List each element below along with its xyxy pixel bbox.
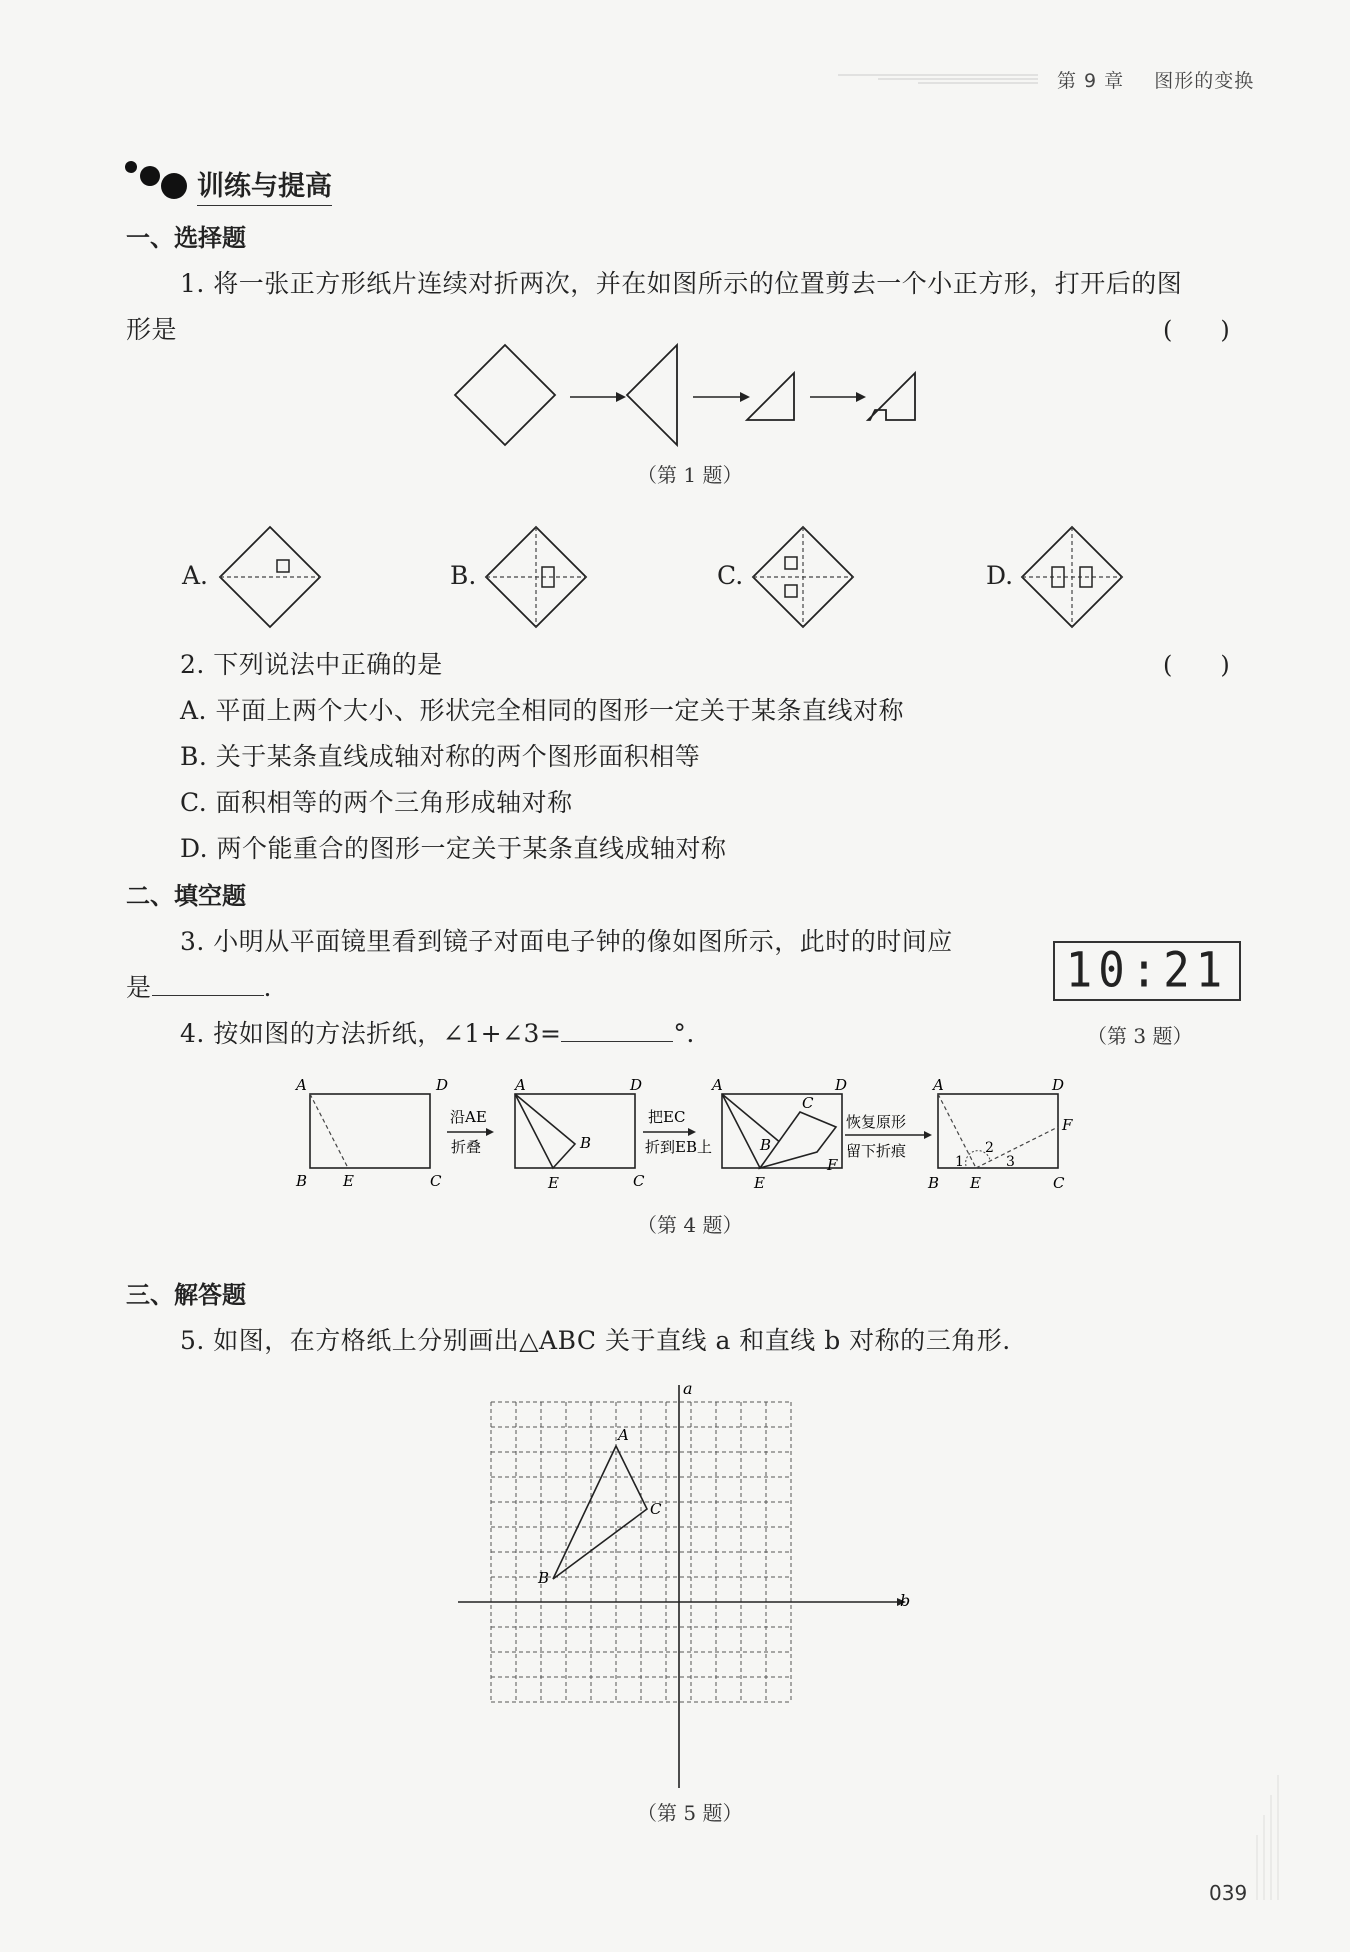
q5-grid-figure xyxy=(450,1380,920,1790)
q3-line1: 3. 小明从平面镜里看到镜子对面电子钟的像如图所示，此时的时间应 xyxy=(180,927,953,956)
q4-p4-label-b: B xyxy=(928,1174,940,1192)
q2-stem: 2. 下列说法中正确的是 xyxy=(180,650,443,679)
q4-text: 4. 按如图的方法折纸，∠1+∠3= xyxy=(180,1019,562,1048)
q2-option-c[interactable]: C. 面积相等的两个三角形成轴对称 xyxy=(180,788,573,817)
q1-option-a-label: A. xyxy=(182,561,209,590)
q4-p3-label-e: E xyxy=(754,1174,765,1192)
q4-p4-label-a: A xyxy=(933,1076,944,1094)
q4-arrow1-top: 沿AE xyxy=(450,1108,487,1126)
running-header xyxy=(1057,66,1254,93)
q4-p4-label-f: F xyxy=(1062,1116,1073,1134)
q1-option-b-figure[interactable] xyxy=(484,525,588,629)
q5-vertex-b: B xyxy=(538,1569,550,1587)
q4-folding-figure xyxy=(290,1072,1080,1197)
q4-p3-label-f: F xyxy=(827,1156,838,1174)
q4-answer-blank[interactable] xyxy=(561,1021,673,1042)
q4-p3-label-a: A xyxy=(712,1076,723,1094)
q4-p4-label-d: D xyxy=(1052,1076,1065,1094)
q4-arrow3-top: 恢复原形 xyxy=(846,1113,907,1131)
q1-option-c-label: C. xyxy=(717,561,744,590)
q4-p2-label-d: D xyxy=(630,1076,643,1094)
q4-p1-label-c: C xyxy=(430,1172,442,1190)
q4-p4-label-c: C xyxy=(1053,1174,1065,1192)
q1-answer-paren: ( ) xyxy=(1163,316,1230,344)
part1-title: 一、选择题 xyxy=(126,224,246,252)
q3-line2-text: 是 xyxy=(126,973,152,1002)
q4-p3-label-d: D xyxy=(835,1076,848,1094)
chapter-title: 图形的变换 xyxy=(1154,70,1255,92)
q5-dashed-grid xyxy=(491,1402,791,1702)
q4-p4-label-e: E xyxy=(970,1174,981,1192)
q3-caption: （第 3 题） xyxy=(1087,1024,1193,1048)
q5-vertex-a: A xyxy=(618,1426,629,1444)
q4-p3-label-c: C xyxy=(802,1094,814,1112)
q1-line2: 形是 xyxy=(126,315,178,344)
q4-arrow2-bottom: 折到EB上 xyxy=(645,1138,712,1156)
q5-label-a: a xyxy=(683,1380,693,1398)
q1-option-d-label: D. xyxy=(986,561,1014,590)
q1-option-a-figure[interactable] xyxy=(218,525,322,629)
q4-p2-label-c: C xyxy=(633,1172,645,1190)
q1-option-b-label: B. xyxy=(450,561,477,590)
q3-clock-display: 10:21 xyxy=(1065,942,1229,999)
q5-caption: （第 5 题） xyxy=(637,1801,743,1825)
q5-vertex-c: C xyxy=(650,1500,662,1518)
q4-p1-label-d: D xyxy=(436,1076,449,1094)
q4-p2-label-a: A xyxy=(515,1076,526,1094)
part2-title: 二、填空题 xyxy=(126,882,246,910)
q1-folding-figure xyxy=(450,340,930,455)
q3-line2-end: . xyxy=(263,973,272,1002)
q4-p2-label-e: E xyxy=(548,1174,559,1192)
q1-option-c-figure[interactable] xyxy=(751,525,855,629)
q2-option-a[interactable]: A. 平面上两个大小、形状完全相同的图形一定关于某条直线对称 xyxy=(180,696,904,725)
q4-p1-label-b: B xyxy=(296,1172,308,1190)
q2-answer-paren: ( ) xyxy=(1163,651,1230,679)
q4-p4-angle-2: 2 xyxy=(985,1140,994,1156)
q4-end: °. xyxy=(673,1019,695,1048)
q3-clock-box xyxy=(1053,941,1241,1001)
section-banner-title: 训练与提高 xyxy=(197,164,332,206)
q1-caption: （第 1 题） xyxy=(637,463,743,487)
page-number: 039 xyxy=(1209,1881,1248,1905)
q5-label-b: b xyxy=(900,1591,911,1610)
part3-title: 三、解答题 xyxy=(126,1281,246,1309)
q4-caption: （第 4 题） xyxy=(637,1213,743,1237)
q2-option-d[interactable]: D. 两个能重合的图形一定关于某条直线成轴对称 xyxy=(180,834,727,863)
banner-dots-icon xyxy=(124,158,190,202)
q4-p1-label-a: A xyxy=(296,1076,307,1094)
q3-answer-blank[interactable] xyxy=(152,975,264,996)
q2-option-b[interactable]: B. 关于某条直线成轴对称的两个图形面积相等 xyxy=(180,742,701,771)
q4-p1-label-e: E xyxy=(343,1172,354,1190)
q4-line xyxy=(180,1014,695,1050)
q1-line1: 1. 将一张正方形纸片连续对折两次，并在如图所示的位置剪去一个小正方形，打开后的图 xyxy=(180,269,1183,298)
chapter-number: 第 9 章 xyxy=(1057,70,1125,92)
q4-arrow2-top: 把EC xyxy=(648,1108,686,1126)
q4-p2-label-b: B xyxy=(580,1134,592,1152)
q4-arrow1-bottom: 折叠 xyxy=(451,1138,482,1156)
header-rule-lines xyxy=(838,72,1038,86)
q4-arrow3-bottom: 留下折痕 xyxy=(846,1142,907,1160)
q5-text: 5. 如图，在方格纸上分别画出△ABC 关于直线 a 和直线 b 对称的三角形. xyxy=(180,1326,1011,1355)
q4-p3-label-b: B xyxy=(760,1136,772,1154)
q4-p4-angle-3: 3 xyxy=(1006,1154,1015,1170)
q1-option-d-figure[interactable] xyxy=(1020,525,1124,629)
q4-p4-angle-1: 1 xyxy=(955,1154,964,1170)
edge-marks-decoration xyxy=(1255,1775,1285,1905)
q3-line2 xyxy=(126,968,272,1004)
